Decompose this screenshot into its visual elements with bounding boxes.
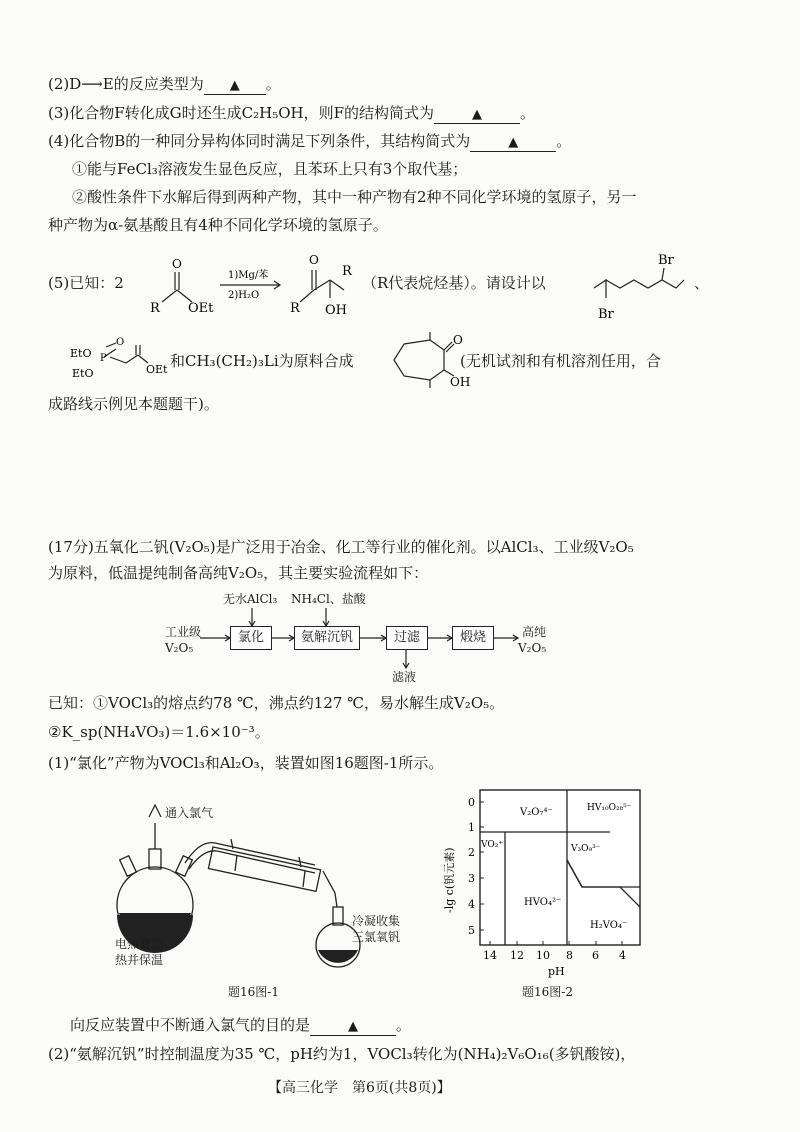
q16-part2: (2)“氨解沉钒”时控制温度为35 ℃，pH约为1，VOCl₃转化为(NH₄)₂V₆O₁₆(多钒酸铵)， bbox=[48, 1045, 636, 1063]
species-hv10o28: HV₁₀O₂₈⁵⁻ bbox=[587, 803, 632, 813]
q5-p-atom: P bbox=[100, 353, 107, 364]
y-tick: 5 bbox=[468, 924, 475, 937]
q4-condition-2a: ②酸性条件下水解后得到两种产物，其中一种产物有2种不同化学环境的氢原子，另一 bbox=[72, 188, 637, 206]
flow-input-alcl3: 无水AlCl₃ bbox=[223, 592, 278, 606]
q5-line2: 和CH₃(CH₂)₃Li为原料合成 bbox=[170, 352, 354, 370]
x-tick: 4 bbox=[619, 949, 626, 962]
q2-answer-blank[interactable]: ▲ bbox=[204, 76, 266, 95]
q5-product-oh: OH bbox=[325, 303, 347, 318]
x-tick: 10 bbox=[536, 949, 550, 962]
q16-part1: (1)“氯化”产物为VOCl₃和Al₂O₃，装置如图16题图-1所示。 bbox=[48, 754, 444, 772]
flow-arrows bbox=[190, 600, 530, 680]
fig16-2-species-diagram bbox=[440, 785, 650, 980]
q5-line2-end: (无机试剂和有机溶剂任用，合 bbox=[460, 352, 661, 370]
flow-end-1: 高纯 bbox=[522, 625, 547, 639]
q5-target-structure bbox=[390, 330, 470, 388]
q5-br2: Br bbox=[598, 307, 614, 322]
q5-target-o: O bbox=[453, 333, 463, 347]
q16-part1-answer-blank[interactable]: ▲ bbox=[310, 1017, 396, 1036]
fig16-2-caption: 题16图-2 bbox=[522, 985, 573, 999]
q5-ester-o: O bbox=[172, 257, 182, 271]
q5-cond2: 2)H₂O bbox=[228, 290, 260, 301]
flow-start-1: 工业级 bbox=[165, 625, 202, 639]
q3-line: (3)化合物F转化成G时还生成C₂H₅OH，则F的结构简式为 ▲ 。 bbox=[48, 104, 536, 122]
y-tick: 3 bbox=[468, 872, 475, 885]
q5-ester-r: R bbox=[150, 301, 160, 316]
fig16-1-gas-label: 通入氯气 bbox=[165, 806, 214, 820]
x-tick: 12 bbox=[510, 949, 524, 962]
x-tick: 6 bbox=[592, 949, 599, 962]
q5-ester-oet: OEt bbox=[188, 301, 214, 316]
species-v3o9: V₃O₉³⁻ bbox=[571, 844, 601, 854]
q5-p-oxygen: O bbox=[116, 337, 125, 348]
fig16-1-heat-label-2: 热并保温 bbox=[115, 953, 164, 967]
fig16-1-heat-label-1: 电热套加 bbox=[115, 937, 164, 951]
q5-mid-text: （R代表烷烃基）。请设计以 bbox=[362, 274, 546, 292]
q5-br1: Br bbox=[658, 253, 674, 268]
q3-answer-blank[interactable]: ▲ bbox=[434, 105, 520, 124]
q2-line: (2)D⟶E的反应类型为 ▲ 。 bbox=[48, 75, 281, 93]
fig16-1-caption: 题16图-1 bbox=[228, 985, 279, 999]
species-vo2: VO₂⁺ bbox=[481, 840, 504, 850]
q5-product-o: O bbox=[309, 253, 319, 267]
q5-product-r1: R bbox=[290, 301, 300, 316]
q16-intro-2: 为原料，低温提纯制备高纯V₂O₅，其主要实验流程如下： bbox=[48, 564, 429, 582]
q5-eto1: EtO bbox=[70, 347, 92, 360]
x-tick: 8 bbox=[566, 949, 573, 962]
y-axis-label: -lg c(钒元素) bbox=[443, 847, 456, 913]
y-tick: 0 bbox=[468, 796, 475, 809]
q5-line3: 成路线示例见本题题干)。 bbox=[48, 395, 219, 413]
q5-tail: 、 bbox=[694, 274, 710, 292]
flow-input-nh4cl: NH₄Cl、盐酸 bbox=[291, 592, 366, 606]
q4-line: (4)化合物B的一种同分异构体同时满足下列条件，其结构简式为 ▲ 。 bbox=[48, 132, 572, 150]
x-axis-label: pH bbox=[548, 965, 565, 978]
flow-step-calcination: 煅烧 bbox=[452, 626, 494, 650]
species-hvo4: HVO₄²⁻ bbox=[524, 897, 562, 908]
q5-phosphonate-structure bbox=[70, 335, 170, 385]
q16-part1-question: 向反应装置中不断通入氯气的目的是 ▲ 。 bbox=[70, 1016, 412, 1034]
q16-intro-1: (17分)五氧化二钒(V₂O₅)是广泛用于冶金、化工等行业的催化剂。以AlCl₃、工业级V₂O₅ bbox=[48, 538, 634, 556]
q5-known-reaction bbox=[120, 240, 370, 320]
q4-condition-1: ①能与FeCl₃溶液发生显色反应，且苯环上只有3个取代基； bbox=[72, 160, 468, 178]
q16-known-1: 已知：①VOCl₃的熔点约78 ℃，沸点约127 ℃，易水解生成V₂O₅。 bbox=[48, 694, 505, 712]
q16-known-2: ②K_sp(NH₄VO₃)＝1.6×10⁻³。 bbox=[48, 723, 270, 741]
fig16-1-cond-label-1: 冷凝收集 bbox=[352, 914, 401, 928]
flow-step-filtration: 过滤 bbox=[386, 626, 428, 650]
q5-lead: (5)已知：2 bbox=[48, 274, 124, 292]
flow-step-chlorination: 氯化 bbox=[230, 626, 272, 650]
q5-eto2: EtO bbox=[72, 367, 94, 380]
q4-answer-blank[interactable]: ▲ bbox=[470, 133, 556, 152]
q4-condition-2b: 种产物为α-氨基酸且有4种不同化学环境的氢原子。 bbox=[48, 216, 388, 234]
q5-product-r2: R bbox=[342, 264, 352, 279]
x-tick: 14 bbox=[483, 949, 497, 962]
y-tick: 4 bbox=[468, 898, 475, 911]
q5-oet: OEt bbox=[146, 363, 168, 376]
flow-waste: 滤液 bbox=[392, 670, 417, 684]
flow-end-2: V₂O₅ bbox=[518, 641, 547, 655]
q5-dibromide-structure bbox=[588, 248, 698, 323]
q5-cond1: 1)Mg/苯 bbox=[228, 270, 269, 281]
y-tick: 2 bbox=[468, 846, 475, 859]
fig16-1-cond-label-2: 三氯氧钒 bbox=[352, 930, 401, 944]
y-tick: 1 bbox=[468, 821, 475, 834]
flow-step-ammonolysis: 氨解沉钒 bbox=[294, 626, 360, 650]
flow-start-2: V₂O₅ bbox=[165, 641, 194, 655]
page-footer: 【高三化学 第6页(共8页)】 bbox=[268, 1080, 451, 1096]
q5-target-oh: OH bbox=[450, 375, 470, 388]
species-v2o7: V₂O₇⁴⁻ bbox=[520, 807, 553, 818]
species-h2vo4: H₂VO₄⁻ bbox=[590, 920, 628, 931]
